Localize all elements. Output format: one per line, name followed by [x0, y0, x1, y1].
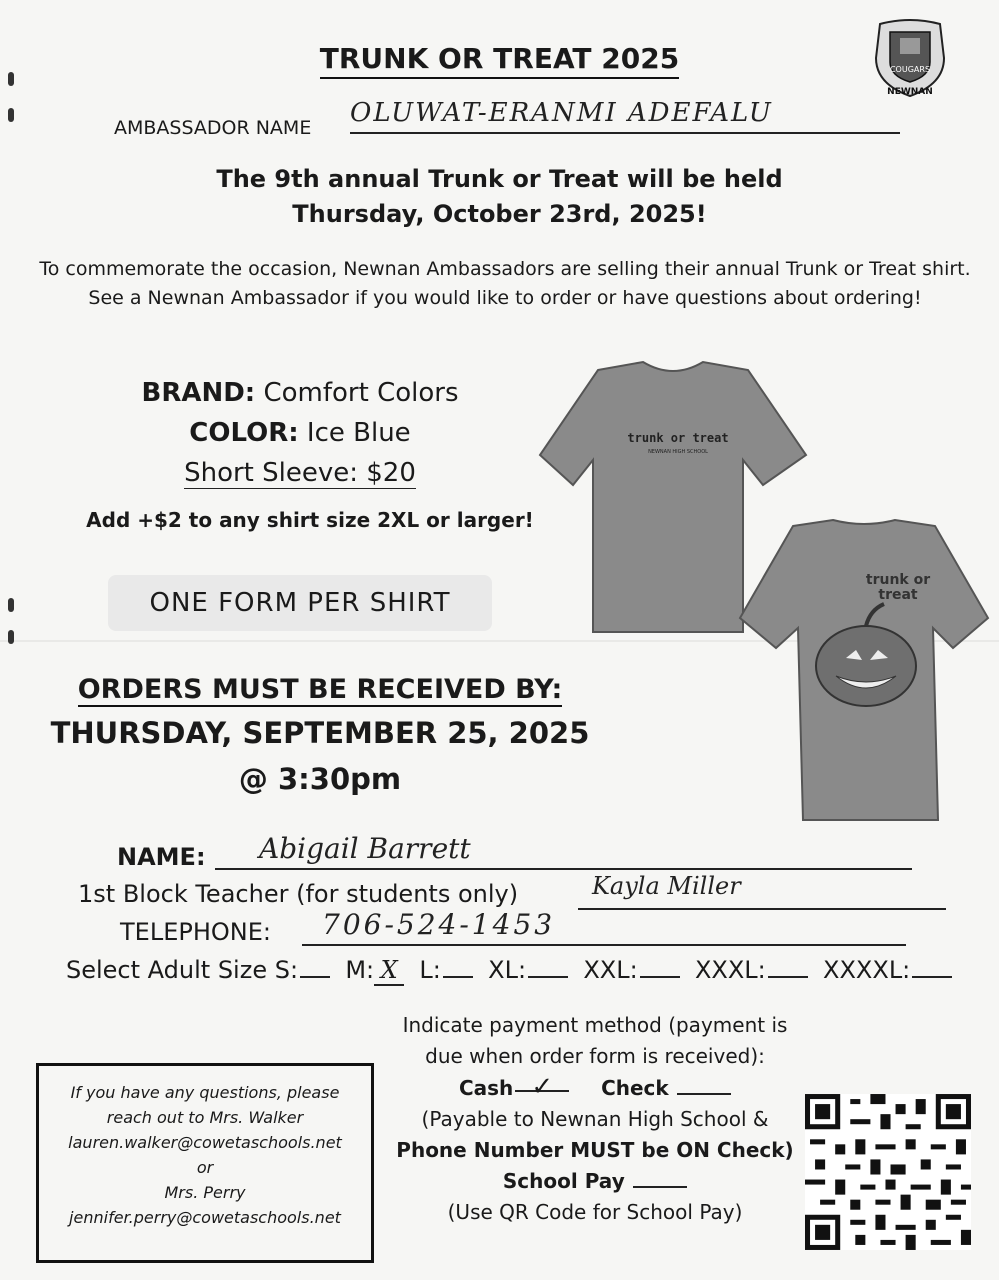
shirt-back-text-1: trunk or [865, 572, 931, 588]
deadline-time: @ 3:30pm [238, 762, 402, 796]
binder-hole [8, 630, 14, 644]
contact-email-perry[interactable]: jennifer.perry@cowetaschools.net [69, 1208, 341, 1227]
binder-hole [8, 108, 14, 122]
size-option-s[interactable]: S: [275, 956, 330, 984]
cash-option[interactable]: Cash [458, 1076, 514, 1100]
shirt-front-subtext: NEWNAN HIGH SCHOOL [648, 449, 708, 455]
price-row: Short Sleeve: $20 [184, 458, 416, 488]
phone-field[interactable]: 706-524-1453 [302, 908, 906, 946]
brand-row: BRAND: Comfort Colors [141, 378, 459, 408]
qr-code-icon[interactable] [805, 1094, 971, 1250]
schoolpay-note: (Use QR Code for School Pay) [447, 1200, 743, 1224]
deadline-heading: ORDERS MUST BE RECEIVED BY: [77, 674, 563, 705]
shirt-back-text-2: treat [878, 587, 918, 603]
shirt-front-text: trunk or treat [627, 431, 729, 445]
contact-email-walker[interactable]: lauren.walker@cowetaschools.net [68, 1133, 342, 1152]
ambassador-label: AMBASSADOR NAME [114, 117, 312, 139]
size-option-xxl[interactable]: XXL: [576, 956, 680, 984]
payment-intro: Indicate payment method (payment is due when order form is received): [402, 1013, 788, 1068]
check-note-2: Phone Number MUST be ON Check) [396, 1138, 794, 1162]
one-form-banner: ONE FORM PER SHIRT [108, 575, 492, 631]
binder-hole [8, 598, 14, 612]
intro-line-1: To commemorate the occasion, Newnan Ambassadors are selling their annual Trunk or Treat shirt. [39, 258, 971, 280]
schoolpay-option[interactable]: School Pay [502, 1169, 625, 1193]
payment-section [385, 1010, 805, 1228]
deadline-date: THURSDAY, SEPTEMBER 25, 2025 [50, 716, 590, 750]
page-title: TRUNK OR TREAT 2025 [0, 42, 999, 75]
check-note-1: (Payable to Newnan High School & [421, 1107, 769, 1131]
name-label: NAME: [117, 843, 206, 871]
contact-box: If you have any questions, please reach out to Mrs. Walker lauren.walker@cowetaschools.net or Mrs. Perry jennifer.perry@cowetaschools.net [36, 1063, 374, 1263]
size-selector: Select Adult Size S: M: X L: XL: XXL: XXXL: XXXXL: [66, 956, 966, 986]
teacher-field[interactable]: Kayla Miller [578, 872, 946, 910]
shirt-back-image [738, 518, 990, 824]
size-option-m[interactable]: M: X [338, 956, 404, 984]
color-row: COLOR: Ice Blue [189, 418, 411, 448]
event-line-2: Thursday, October 23rd, 2025! [292, 200, 707, 228]
size-option-l[interactable]: L: [412, 956, 473, 984]
crest-banner: NEWNAN [887, 87, 933, 97]
ambassador-name-field[interactable]: OLUWAT-ERANMI ADEFALU [350, 98, 900, 134]
cash-check-mark: ✓ [531, 1072, 554, 1102]
size-option-xxxxl[interactable]: XXXXL: [815, 956, 952, 984]
intro-line-2: See a Newnan Ambassador if you would like to order or have questions about ordering! [88, 287, 922, 309]
check-option[interactable]: Check [601, 1076, 669, 1100]
phone-label: TELEPHONE: [120, 918, 271, 946]
teacher-label: 1st Block Teacher (for students only) [78, 880, 519, 908]
name-field[interactable]: Abigail Barrett [215, 832, 912, 870]
intro-text [20, 255, 990, 313]
addon-note: Add +$2 to any shirt size 2XL or larger! [86, 508, 534, 532]
size-selected-mark: X [374, 956, 404, 986]
size-option-xl[interactable]: XL: [481, 956, 569, 984]
crest-text: COUGARS [889, 65, 931, 74]
event-line-1: The 9th annual Trunk or Treat will be held [216, 165, 783, 193]
size-option-xxxl[interactable]: XXXL: [687, 956, 807, 984]
